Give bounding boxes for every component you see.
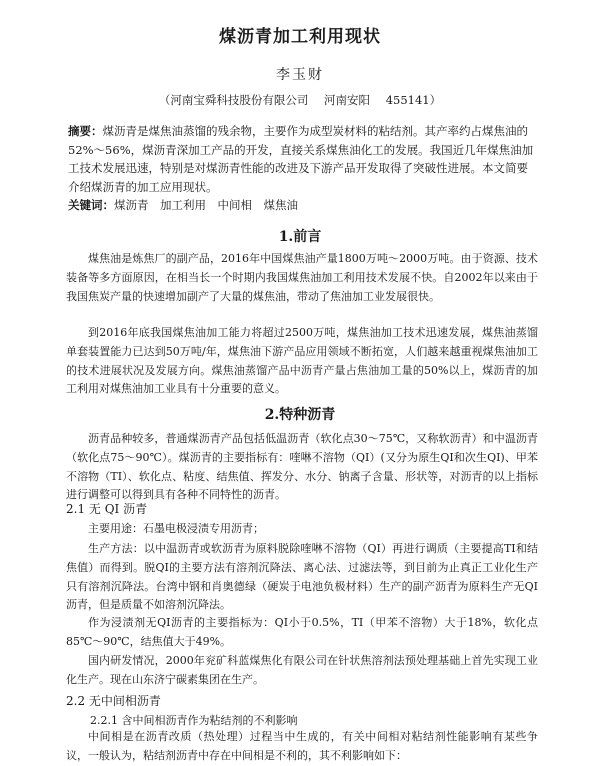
paragraph-indicators: 作为浸渍剂无QI沥青的主要指标为：QI小于0.5%，TI（甲苯不溶物）大于18%，软化点85℃～90℃，结焦值大于49%。 [66, 616, 538, 648]
subsection-heading-2-2: 2.2 无中间相沥青 [66, 694, 161, 708]
author-name: 李玉财 [276, 67, 324, 83]
affiliation [0, 92, 600, 108]
subsection-heading-2-2-1: 2.2.1 含中间相沥青作为粘结剂的不利影响 [90, 714, 298, 727]
affiliation-company: （河南宝舜科技股份有限公司 [158, 93, 309, 107]
paragraph-intro-2: 到2016年底我国煤焦油加工能力将超过2500万吨，煤焦油加工技术迅速发展，煤焦油蒸馏单套装置能力已达到50万吨/年，煤焦油下游产品应用领域不断拓宽，人们越来越重视煤焦油加工的技术进展状况及发展方向。煤焦油蒸馏产品中沥青产量占焦油加工量的50%以上，煤沥青的加工利用对煤焦油加工业具有十分重要的意义。 [66, 326, 538, 396]
document-title: 煤沥青加工利用现状 [219, 27, 381, 47]
affiliation-postcode: 455141） [385, 93, 442, 107]
keywords-label: 关键词： [68, 198, 114, 212]
abstract-label: 摘要： [68, 124, 103, 138]
paragraph-intro-1: 煤焦油是炼焦厂的副产品，2016年中国煤焦油产量1800万吨～2000万吨。由于资源、技术装备等多方面原因，在相当长一个时期内我国煤焦油加工利用技术发展不快。自2002年以来由于我国焦炭产量的快速增加副产了大量的煤焦油，带动了焦油加工业发展很快。 [66, 252, 538, 303]
paragraph-special-pitch: 沥青品种较多，普通煤沥青产品包括低温沥青（软化点30～75℃，又称软沥青）和中温沥青（软化点75～90℃）。煤沥青的主要指标有：喹啉不溶物（QI）(又分为原生QI和次生QI)、甲苯不溶物（TI）、软化点、粘度、结焦值、挥发分、水分、钠离子含量、形状等，对沥青的以上指标进行调整可以得到具有各种不同特性的沥青。 [66, 432, 538, 502]
subsection-heading-2-1: 2.1 无 QI 沥青 [66, 502, 148, 516]
paragraph-usage: 主要用途：石墨电极浸渍专用沥青； [88, 522, 264, 535]
section-heading-2: 2.特种沥青 [264, 407, 336, 423]
paragraph-mesophase: 中间相是在沥青改质（热处理）过程当中生成的，有关中间相对粘结剂性能影响有某些争议，一般认为，粘结剂沥青中存在中间相是不利的，其不利影响如下： [66, 730, 538, 762]
section-heading-1: 1.前言 [278, 229, 322, 245]
abstract-text: 煤沥青是煤焦油蒸馏的残余物，主要作为成型炭材料的粘结剂。其产率约占煤焦油的52%～56%，煤沥青深加工产品的开发，直接关系煤焦油化工的发展。我国近几年煤焦油加工技术发展迅速，特别是对煤沥青性能的改进及下游产品开发取得了突破性进展。本文简要介绍煤沥青的加工应用现状。 [68, 124, 534, 194]
affiliation-location: 河南安阳 [324, 93, 371, 107]
keywords-text: 煤沥青 加工利用 中间相 煤焦油 [114, 198, 298, 212]
abstract [68, 122, 538, 215]
paragraph-domestic: 国内研发情况，2000年兖矿科蓝煤焦化有限公司在针状焦溶剂法预处理基础上首先实现工业化生产。现在山东济宁碳素集团在生产。 [66, 654, 538, 686]
paragraph-method: 生产方法：以中温沥青或软沥青为原料脱除喹啉不溶物（QI）再进行调质（主要提高TI和结焦值）而得到。脱QI的主要方法有溶剂沉降法、离心法、过滤法等，到目前为止真正工业化生产只有溶剂沉降法。台湾中钢和肖奥德绿（硬炭于电池负极材料）生产的副产沥青为原料生产无QI沥青，但是质量不如溶剂沉降法。 [66, 542, 538, 612]
